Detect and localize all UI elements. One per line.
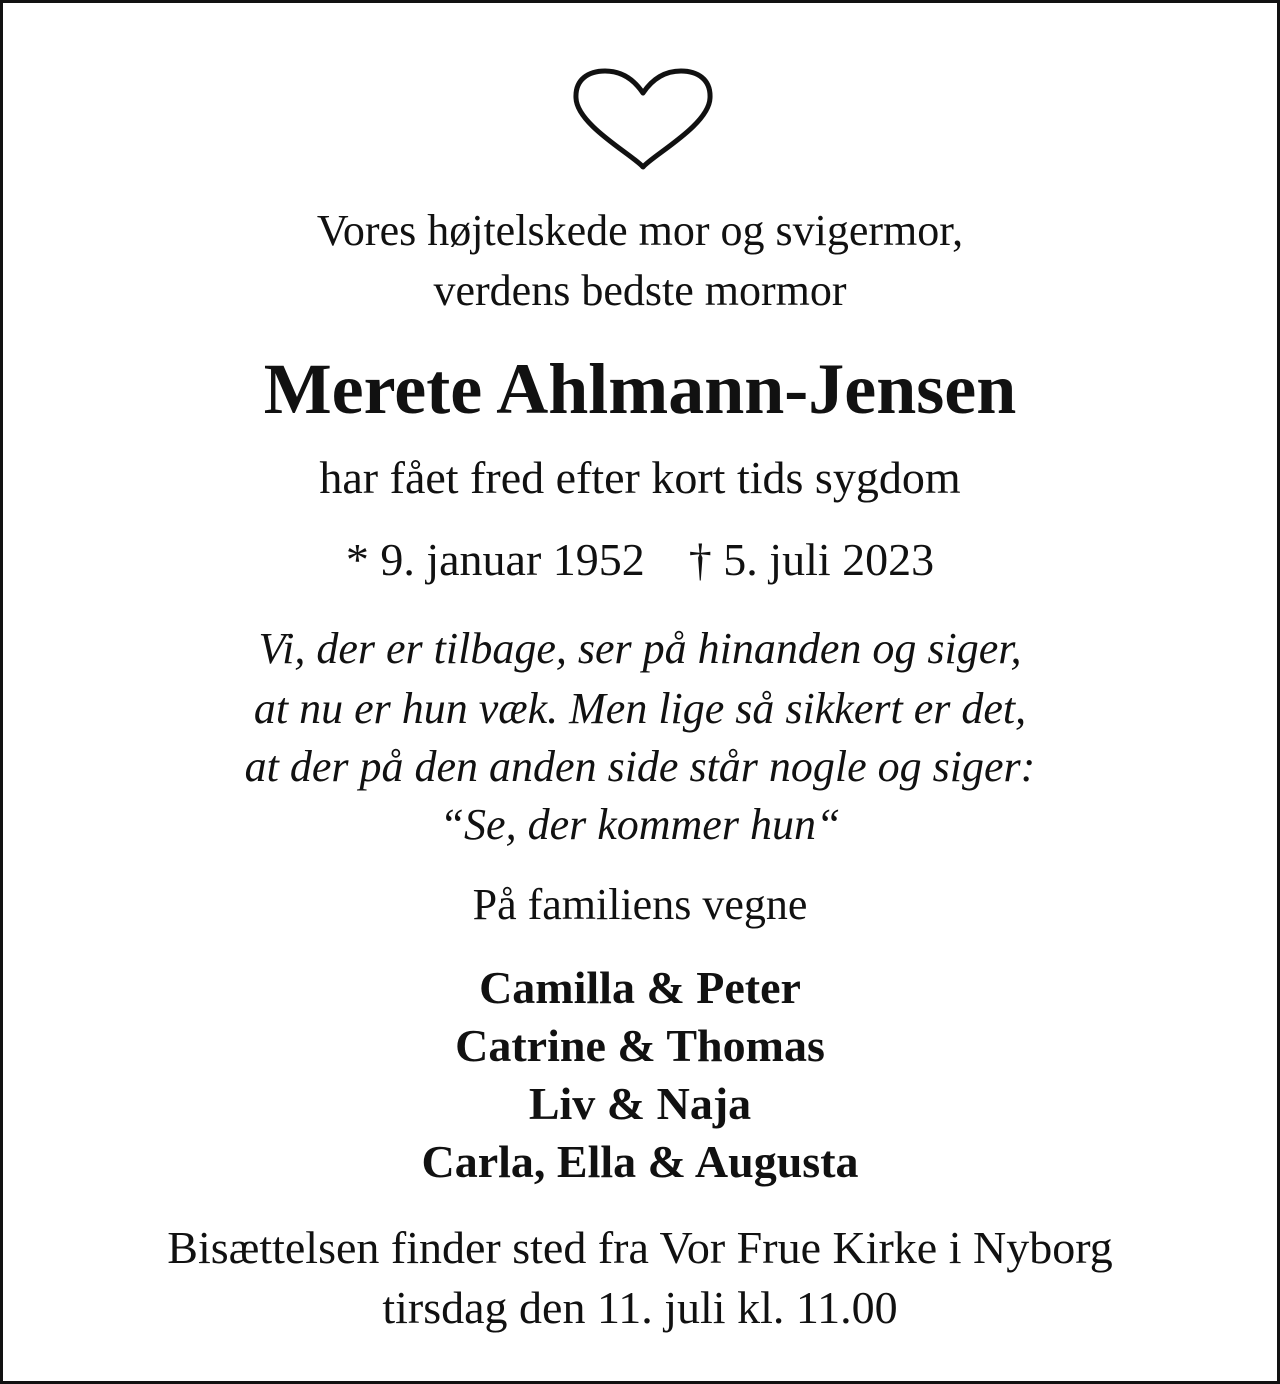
birth-date: * 9. januar 1952 <box>345 534 645 585</box>
family-line-2: Catrine & Thomas <box>455 1020 825 1071</box>
ceremony-line-1: Bisættelsen finder sted fra Vor Frue Kirke i Nyborg <box>167 1222 1113 1273</box>
death-date: † 5. juli 2023 <box>688 534 935 585</box>
family-line-1: Camilla & Peter <box>479 962 801 1013</box>
poem-line-1: Vi, der er tilbage, ser på hinanden og siger, <box>258 624 1022 673</box>
family-line-4: Carla, Ella & Augusta <box>421 1136 859 1187</box>
ceremony-line-2: tirsdag den 11. juli kl. 11.00 <box>382 1282 898 1333</box>
heart-icon <box>571 67 715 171</box>
poem-line-4: “Se, der kommer hun“ <box>439 800 841 849</box>
on-behalf-text: På familiens vegne <box>472 880 808 929</box>
deceased-name: Merete Ahlmann-Jensen <box>263 349 1017 429</box>
subtitle: har fået fred efter kort tids sygdom <box>319 452 961 503</box>
intro-line-1: Vores højtelskede mor og svigermor, <box>316 206 964 255</box>
intro-line-2: verdens bedste mormor <box>433 266 847 315</box>
family-line-3: Liv & Naja <box>528 1078 752 1129</box>
poem-line-2: at nu er hun væk. Men lige så sikkert er det, <box>253 684 1027 733</box>
life-dates <box>3 534 1277 585</box>
poem-line-3: at der på den anden side står nogle og siger: <box>244 742 1036 791</box>
